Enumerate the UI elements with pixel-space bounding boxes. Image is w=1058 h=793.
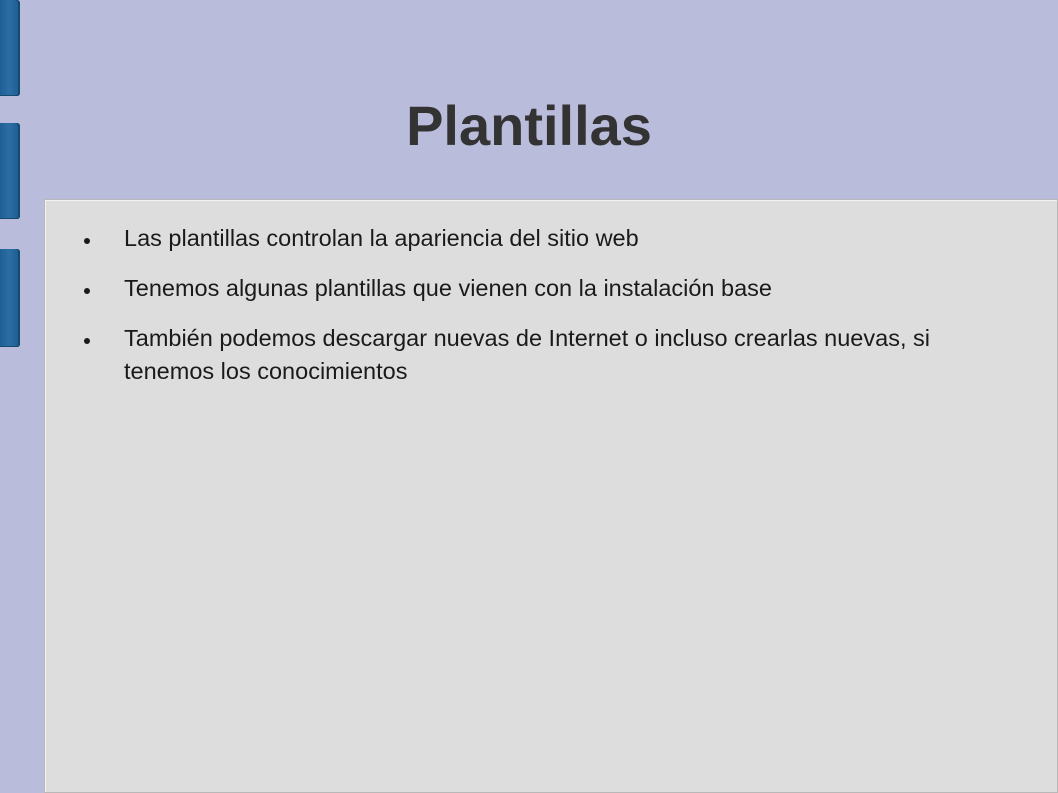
bullet-list bbox=[80, 222, 970, 405]
bullet-dot-icon bbox=[84, 288, 90, 294]
bullet-item bbox=[80, 272, 970, 305]
bullet-text: También podemos descargar nuevas de Internet o incluso crearlas nuevas, si tenemos los conocimientos bbox=[124, 325, 930, 384]
decorative-side-bar-middle bbox=[0, 123, 20, 219]
bullet-dot-icon bbox=[84, 338, 90, 344]
bullet-dot-icon bbox=[84, 238, 90, 244]
bullet-item bbox=[80, 322, 970, 388]
decorative-side-bar-top bbox=[0, 0, 20, 96]
slide-title: Plantillas bbox=[406, 94, 652, 157]
bullet-text: Las plantillas controlan la apariencia del sitio web bbox=[124, 225, 639, 251]
decorative-side-bar-bottom bbox=[0, 249, 20, 347]
bullet-item bbox=[80, 222, 970, 255]
bullet-text: Tenemos algunas plantillas que vienen con la instalación base bbox=[124, 275, 772, 301]
